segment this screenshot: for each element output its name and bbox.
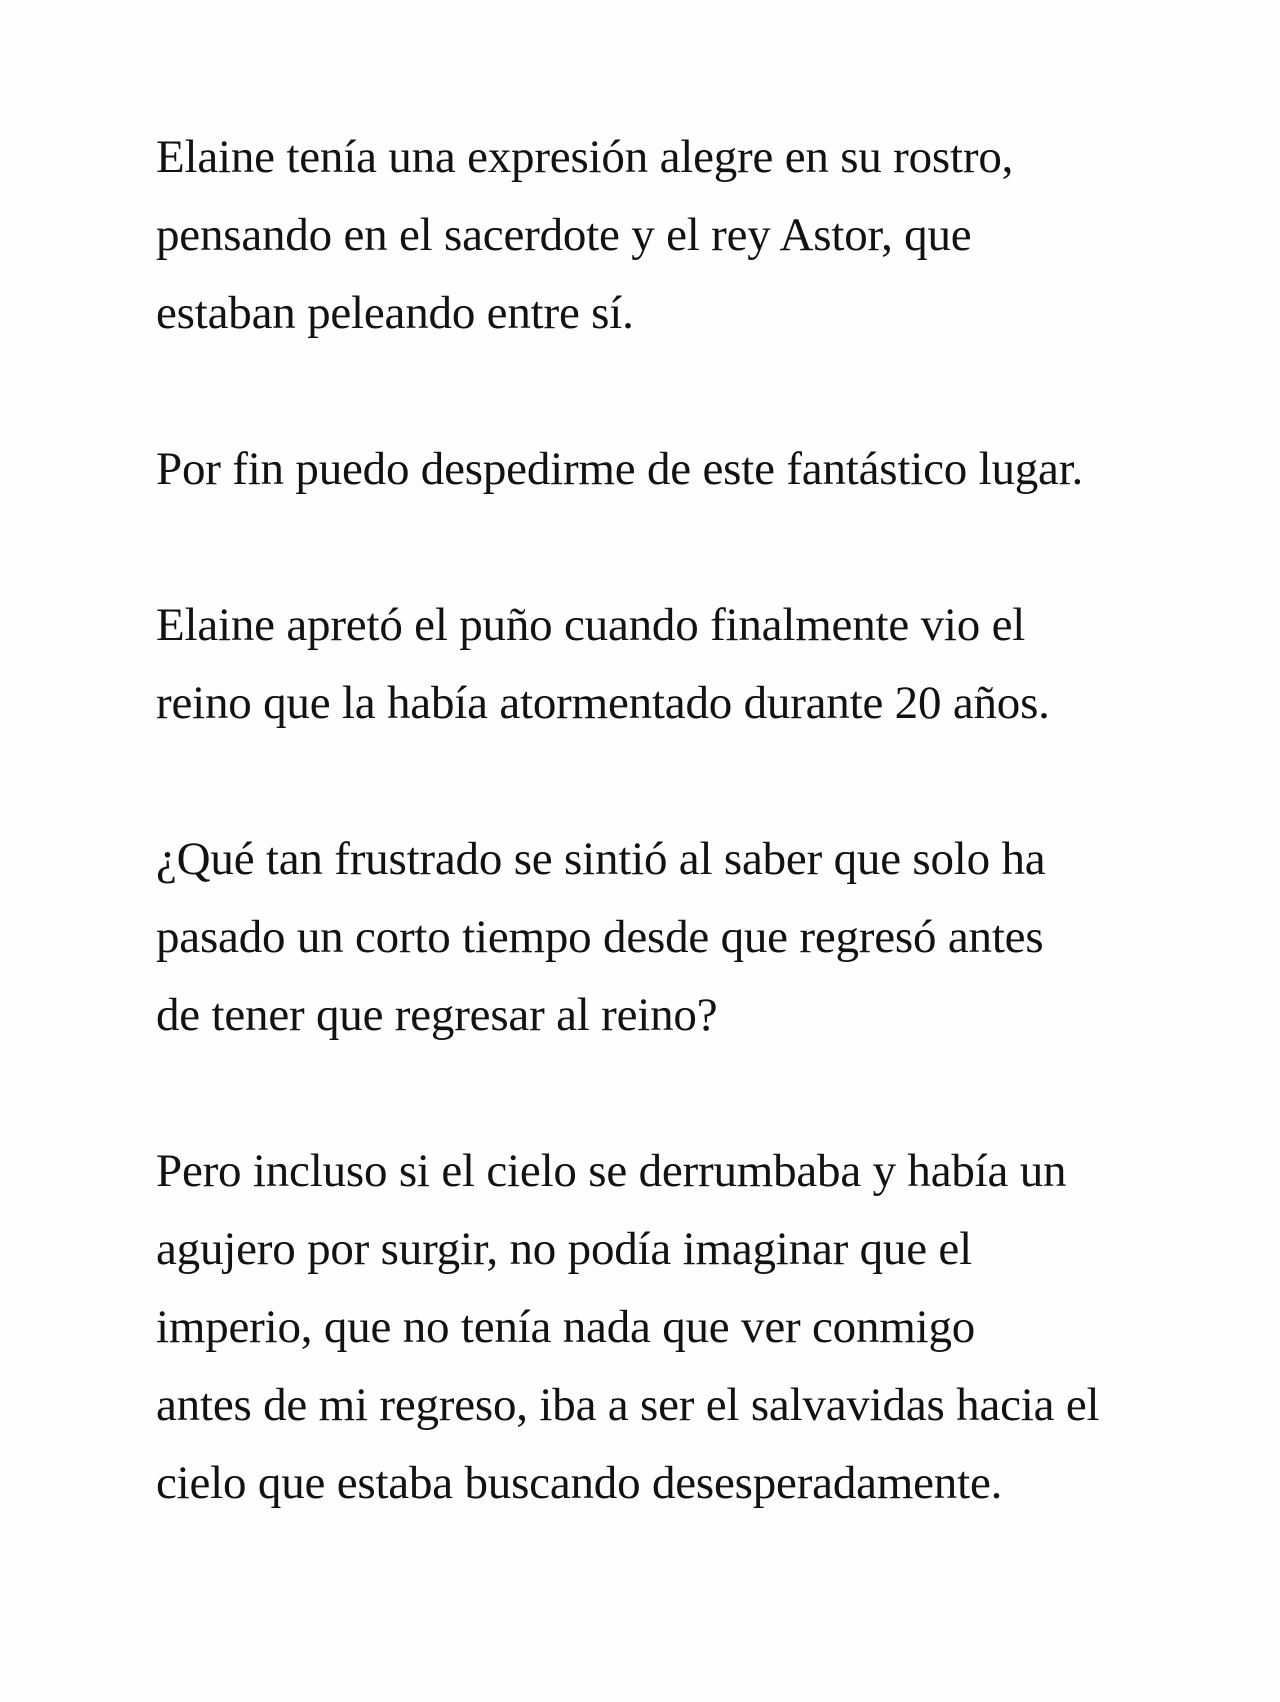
paragraph-5 (156, 1132, 1156, 1522)
text-line: Por fin puedo despedirme de este fantástico lugar. (156, 443, 1084, 495)
text-line: reino que la había atormentado durante 20 años. (156, 677, 1050, 729)
paragraph-3 (156, 586, 1156, 742)
text-line: antes de mi regreso, iba a ser el salvavidas hacia el (156, 1379, 1100, 1431)
paragraph-4 (156, 820, 1156, 1054)
text-line: imperio, que no tenía nada que ver conmigo (156, 1301, 976, 1353)
text-line: Elaine apretó el puño cuando finalmente vio el (156, 599, 1026, 651)
text-line: Pero incluso si el cielo se derrumbaba y había un (156, 1145, 1067, 1197)
text-line: ¿Qué tan frustrado se sintió al saber que solo ha (156, 833, 1046, 885)
text-line: de tener que regresar al reino? (156, 989, 718, 1041)
paragraph-2 (156, 430, 1156, 508)
text-line: estaban peleando entre sí. (156, 287, 634, 339)
text-line: agujero por surgir, no podía imaginar que el (156, 1223, 972, 1275)
text-line: Elaine tenía una expresión alegre en su rostro, (156, 131, 1014, 183)
text-line: pensando en el sacerdote y el rey Astor, que (156, 209, 972, 261)
text-line: pasado un corto tiempo desde que regresó antes (156, 911, 1044, 963)
text-line: cielo que estaba buscando desesperadamente. (156, 1457, 1003, 1509)
paragraph-1 (156, 118, 1156, 352)
text-body (156, 118, 1156, 1600)
